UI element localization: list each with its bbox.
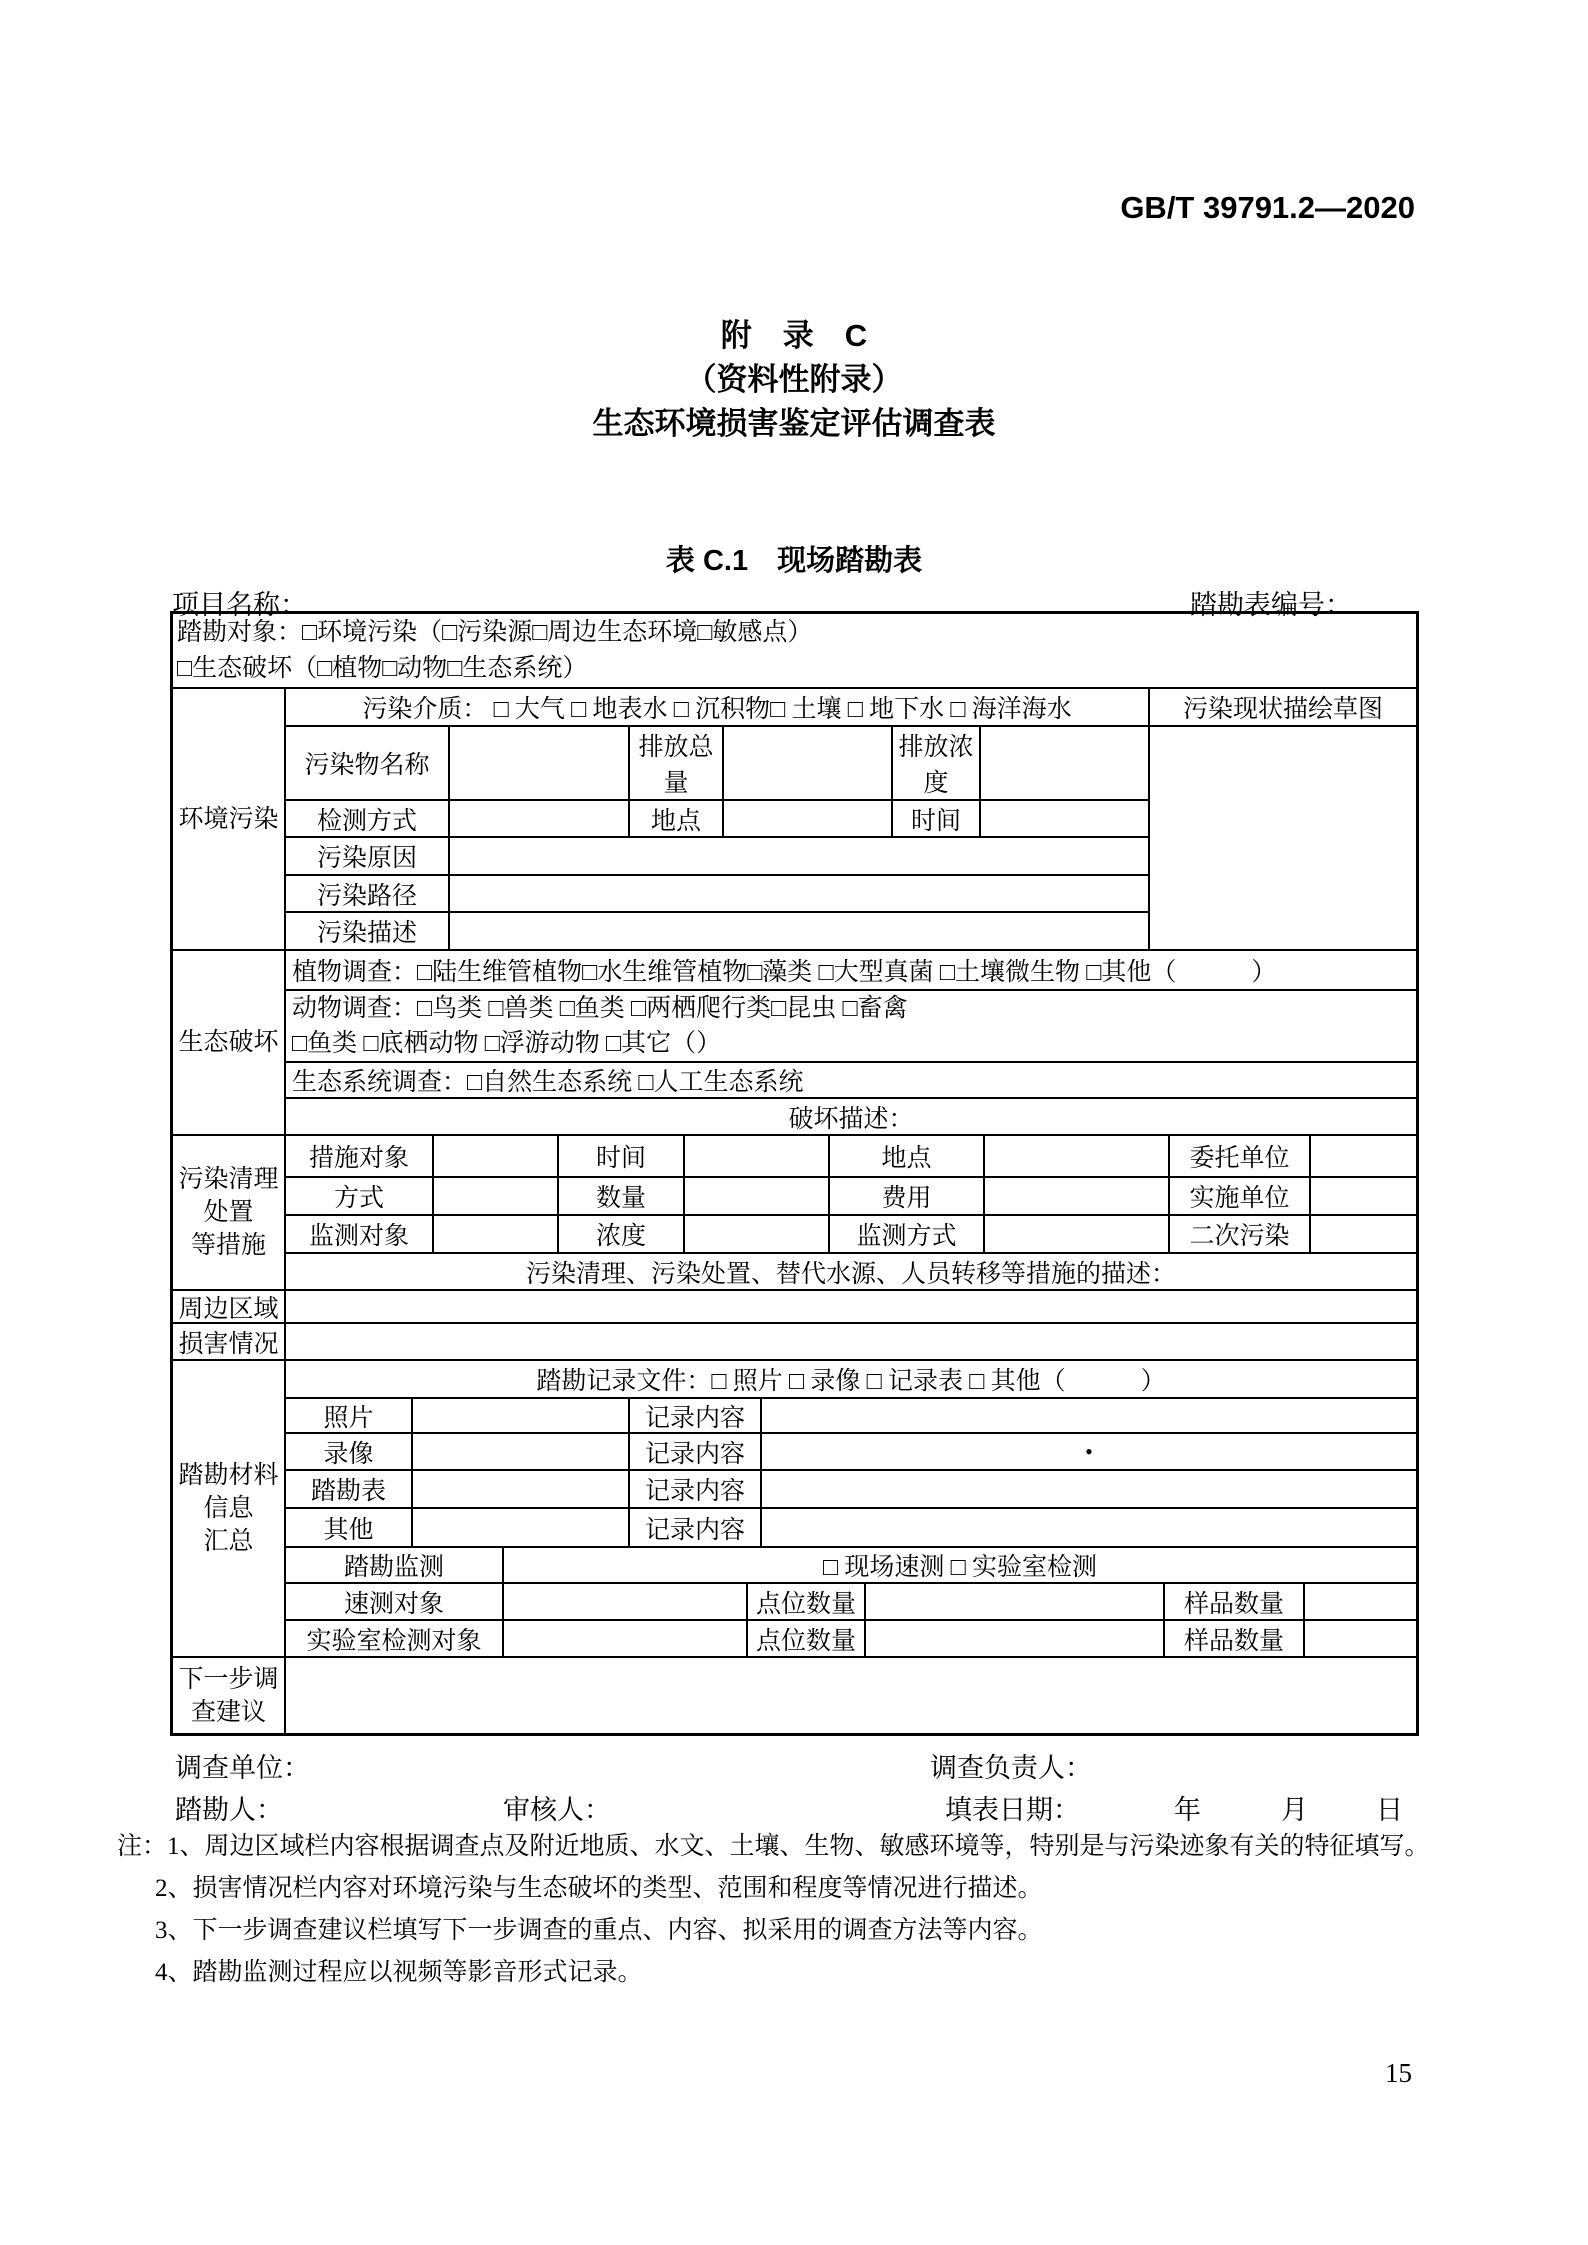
sketch-header: 污染现状描绘草图 (1150, 689, 1416, 727)
video-blank-cell (413, 1434, 630, 1469)
lab-test-label: 实验室检测对象 (286, 1621, 504, 1656)
measure-method-row (286, 1178, 1416, 1216)
secondary-pollution-blank-cell (1311, 1216, 1416, 1252)
cleanup-category-line1: 污染清理 (178, 1166, 279, 1193)
photo-content-label: 记录内容 (630, 1399, 762, 1432)
survey-object-line2: □生态破坏（□植物□动物□生态系统） (177, 655, 588, 682)
video-record-row (286, 1434, 1416, 1471)
appendix-type: （资料性附录） (685, 362, 903, 397)
other-record-row (286, 1509, 1416, 1548)
entrust-unit-label: 委托单位 (1170, 1136, 1311, 1176)
survey-object-row (173, 614, 1416, 689)
measure-quantity-label: 数量 (559, 1178, 685, 1214)
implement-unit-blank-cell (1311, 1178, 1416, 1214)
sketch-column (1150, 689, 1416, 949)
survey-monitoring-label: 踏勘监测 (286, 1548, 504, 1582)
other-blank-cell (413, 1509, 630, 1546)
reviewer-label: 审核人： (503, 1795, 611, 1825)
ecosystem-survey-options: 生态系统调查：□自然生态系统 □人工生态系统 (292, 1069, 804, 1096)
measures-description-row (286, 1254, 1416, 1289)
record-files-row (286, 1361, 1416, 1399)
pollution-cause-row (286, 838, 1148, 876)
survey-monitoring-row (286, 1548, 1416, 1584)
year-label: 年 (1174, 1795, 1201, 1825)
measure-location-blank-cell (985, 1136, 1170, 1176)
pollutant-name-label: 污染物名称 (286, 727, 450, 799)
survey-leader-label: 调查负责人： (930, 1753, 1092, 1783)
survey-unit-label: 调查单位： (175, 1753, 310, 1783)
time-label: 时间 (893, 801, 981, 836)
measure-time-label: 时间 (559, 1136, 685, 1176)
next-step-label-line2: 查建议 (190, 1698, 266, 1726)
discharge-concentration-blank-cell (981, 727, 1148, 799)
measure-method-blank-cell (434, 1178, 559, 1214)
lab-test-point-count-label: 点位数量 (748, 1621, 866, 1656)
measure-quantity-blank-cell (685, 1178, 830, 1214)
sketch-blank-area (1150, 727, 1416, 949)
photo-record-row (286, 1399, 1416, 1434)
doc-code: GB/T 39791.2—2020 (1120, 190, 1415, 225)
animal-survey-line1: 动物调查：□鸟类 □兽类 □鱼类 □两栖爬行类□昆虫 □畜禽 (292, 995, 908, 1022)
quick-test-point-count-blank-cell (866, 1584, 1165, 1619)
survey-monitoring-options: □ 现场速测 □ 实验室检测 (823, 1554, 1097, 1581)
surrounding-area-label: 周边区域 (173, 1291, 286, 1322)
quick-test-point-count-label: 点位数量 (748, 1584, 866, 1619)
form-no-label: 踏勘表编号： (1190, 590, 1352, 620)
materials-main (286, 1361, 1416, 1656)
pollution-path-blank-cell (450, 876, 1148, 911)
other-content-blank-cell (762, 1509, 1416, 1546)
note-1: 注：1、周边区域栏内容根据调查点及附近地质、水文、土壤、生物、敏感环境等，特别是与污染迹象有关的特征填写。 (117, 1833, 1430, 1860)
month-label: 月 (1281, 1795, 1308, 1825)
env-pollution-block (173, 689, 1416, 951)
materials-category-line2: 信息 (203, 1495, 254, 1522)
concentration-label: 浓度 (559, 1216, 685, 1252)
measures-description-label: 污染清理、污染处置、替代水源、人员转移等措施的描述： (525, 1260, 1176, 1288)
damage-description-row (286, 1099, 1416, 1134)
cleanup-main (286, 1136, 1416, 1289)
other-content-label: 记录内容 (630, 1509, 762, 1546)
day-label: 日 (1376, 1795, 1403, 1825)
lab-test-sample-count-blank-cell (1305, 1621, 1416, 1656)
detection-method-label: 检测方式 (286, 801, 450, 836)
next-step-blank-cell (286, 1658, 1416, 1733)
monitor-method-blank-cell (985, 1216, 1170, 1252)
pollution-media-options: 污染介质： □ 大气 □ 地表水 □ 沉积物□ 土壤 □ 地下水 □ 海洋海水 (362, 696, 1072, 723)
materials-category-line1: 踏勘材料 (178, 1462, 279, 1489)
video-content-bullet: • (1085, 1438, 1093, 1464)
detection-method-blank-cell (450, 801, 630, 836)
appendix-title: 附 录 C (720, 318, 868, 353)
monitor-object-row (286, 1216, 1416, 1254)
detection-method-row (286, 801, 1148, 838)
form-record-row (286, 1471, 1416, 1509)
location-blank-cell (724, 801, 893, 836)
pollution-media-row (286, 689, 1148, 727)
materials-block (173, 1361, 1416, 1658)
pollution-path-row (286, 876, 1148, 913)
animal-survey-row (286, 991, 1416, 1063)
surrounding-area-blank-cell (286, 1291, 1416, 1322)
surrounding-area-row (173, 1291, 1416, 1324)
other-label: 其他 (286, 1509, 413, 1546)
note-3: 3、下一步调查建议栏填写下一步调查的重点、内容、拟采用的调查方法等内容。 (155, 1917, 1043, 1944)
lab-test-row (286, 1621, 1416, 1656)
location-label: 地点 (630, 801, 724, 836)
note-4: 4、踏勘监测过程应以视频等影音形式记录。 (155, 1959, 643, 1986)
video-content-label: 记录内容 (630, 1434, 762, 1469)
measure-location-label: 地点 (830, 1136, 985, 1176)
measure-object-blank-cell (434, 1136, 559, 1176)
survey-form-content-label: 记录内容 (630, 1471, 762, 1507)
implement-unit-label: 实施单位 (1170, 1178, 1311, 1214)
plant-survey-options: 植物调查：□陆生维管植物□水生维管植物□藻类 □大型真菌 □土壤微生物 □其他（ ） (292, 959, 1277, 986)
next-step-row (173, 1658, 1416, 1733)
lab-test-sample-count-label: 样品数量 (1165, 1621, 1305, 1656)
time-blank-cell (981, 801, 1148, 836)
total-discharge-blank-cell (724, 727, 893, 799)
pollutant-name-row (286, 727, 1148, 801)
plant-survey-row (286, 951, 1416, 991)
record-files-options: 踏勘记录文件：□ 照片 □ 录像 □ 记录表 □ 其他（ ） (536, 1368, 1166, 1395)
monitor-method-label: 监测方式 (830, 1216, 985, 1252)
monitor-object-blank-cell (434, 1216, 559, 1252)
pollutant-name-blank-cell (450, 727, 630, 799)
measure-cost-label: 费用 (830, 1178, 985, 1214)
cleanup-category-line3: 等措施 (190, 1232, 266, 1259)
damage-situation-blank-cell (286, 1324, 1416, 1359)
materials-category-line3: 汇总 (203, 1528, 254, 1555)
pollution-cause-label: 污染原因 (286, 838, 450, 874)
lab-test-blank-cell (504, 1621, 748, 1656)
entrust-unit-blank-cell (1311, 1136, 1416, 1176)
table-caption: 表 C.1 现场踏勘表 (665, 545, 923, 577)
appendix-heading: 生态环境损害鉴定评估调查表 (592, 406, 996, 441)
cleanup-category-line2: 处置 (203, 1199, 254, 1226)
animal-survey-line2: □鱼类 □底栖动物 □浮游动物 □其它（） (292, 1030, 722, 1057)
damage-situation-label: 损害情况 (173, 1324, 286, 1359)
quick-test-blank-cell (504, 1584, 748, 1619)
quick-test-label: 速测对象 (286, 1584, 504, 1619)
materials-category (173, 1361, 286, 1656)
site-survey-table (170, 611, 1419, 1736)
damage-description-label: 破坏描述： (788, 1105, 914, 1133)
photo-label: 照片 (286, 1399, 413, 1432)
page-number: 15 (1385, 2058, 1412, 2088)
note-2: 2、损害情况栏内容对环境污染与生态破坏的类型、范围和程度等情况进行描述。 (155, 1875, 1043, 1902)
monitor-object-label: 监测对象 (286, 1216, 434, 1252)
next-step-label (173, 1658, 286, 1733)
eco-damage-category: 生态破坏 (173, 951, 286, 1134)
pollution-cause-blank-cell (450, 838, 1148, 874)
lab-test-point-count-blank-cell (866, 1621, 1165, 1656)
fill-date-label: 填表日期： (945, 1795, 1080, 1825)
pollution-description-label: 污染描述 (286, 913, 450, 949)
quick-test-row (286, 1584, 1416, 1621)
measure-method-label: 方式 (286, 1178, 434, 1214)
pollution-description-blank-cell (450, 913, 1148, 949)
measure-object-row (286, 1136, 1416, 1178)
concentration-blank-cell (685, 1216, 830, 1252)
measure-object-label: 措施对象 (286, 1136, 434, 1176)
eco-damage-block (173, 951, 1416, 1136)
total-discharge-label: 排放总量 (630, 727, 724, 799)
surveyor-label: 踏勘人： (175, 1795, 283, 1825)
measure-time-blank-cell (685, 1136, 830, 1176)
env-pollution-main (286, 689, 1150, 949)
photo-content-blank-cell (762, 1399, 1416, 1432)
photo-blank-cell (413, 1399, 630, 1432)
survey-object-line1: 踏勘对象：□环境污染（□污染源□周边生态环境□敏感点） (177, 619, 813, 646)
damage-situation-row (173, 1324, 1416, 1361)
measure-cost-blank-cell (985, 1178, 1170, 1214)
video-label: 录像 (286, 1434, 413, 1469)
survey-form-content-blank-cell (762, 1471, 1416, 1507)
quick-test-sample-count-blank-cell (1305, 1584, 1416, 1619)
env-pollution-category: 环境污染 (173, 689, 286, 949)
discharge-concentration-label: 排放浓度 (893, 727, 981, 799)
cleanup-category (173, 1136, 286, 1289)
pollution-path-label: 污染路径 (286, 876, 450, 911)
project-name-label: 项目名称： (172, 590, 307, 620)
survey-form-label: 踏勘表 (286, 1471, 413, 1507)
quick-test-sample-count-label: 样品数量 (1165, 1584, 1305, 1619)
next-step-label-line1: 下一步调 (178, 1665, 279, 1693)
ecosystem-survey-row (286, 1063, 1416, 1099)
pollution-description-row (286, 913, 1148, 949)
secondary-pollution-label: 二次污染 (1170, 1216, 1311, 1252)
eco-damage-main (286, 951, 1416, 1134)
survey-form-blank-cell (413, 1471, 630, 1507)
cleanup-block (173, 1136, 1416, 1291)
